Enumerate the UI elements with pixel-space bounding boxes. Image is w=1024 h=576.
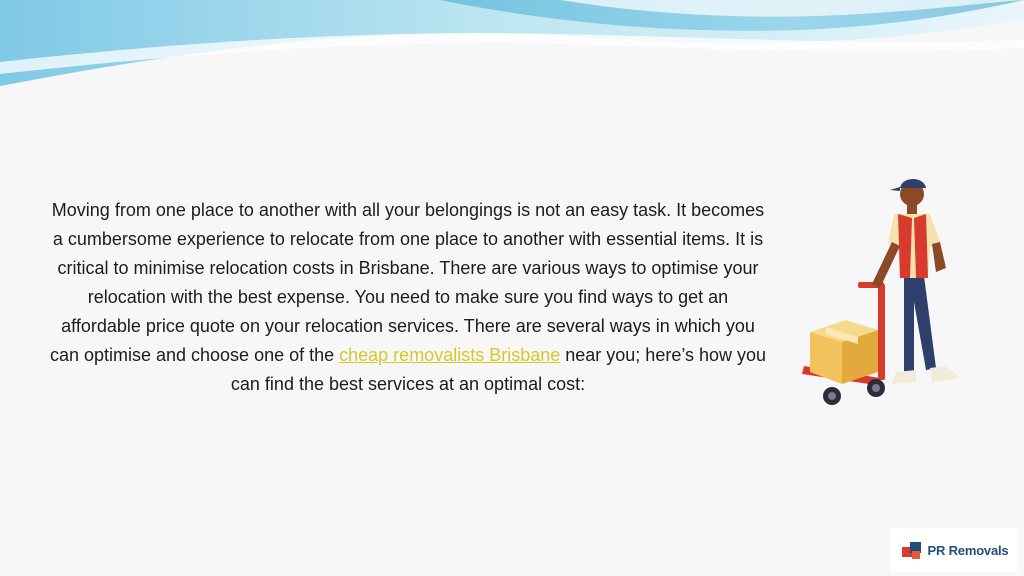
mover-illustration [796, 172, 986, 408]
header-wave-decoration [0, 0, 1024, 100]
intro-paragraph [46, 196, 770, 399]
brand-logo [890, 528, 1018, 572]
cheap-removalists-link[interactable]: cheap removalists Brisbane [339, 345, 561, 365]
paragraph-text-before-link: Moving from one place to another with all your belongings is not an easy task. It becomes a cumbersome experience to relocate from one place to another with essential items. It is critical to minimise relocation costs in Brisbane. There are various ways to optimise your relocation with the best expense. You need to make sure you find ways to get an affordable price quote on your relocation services. There are several ways in which you can optimise and choose one of the [49, 200, 765, 365]
brand-name: PR Removals [927, 542, 1009, 558]
moving-boxes-icon [900, 539, 924, 561]
paragraph-text-after-link: near you; here’s how you can find the best services at an optimal cost: [230, 345, 767, 394]
